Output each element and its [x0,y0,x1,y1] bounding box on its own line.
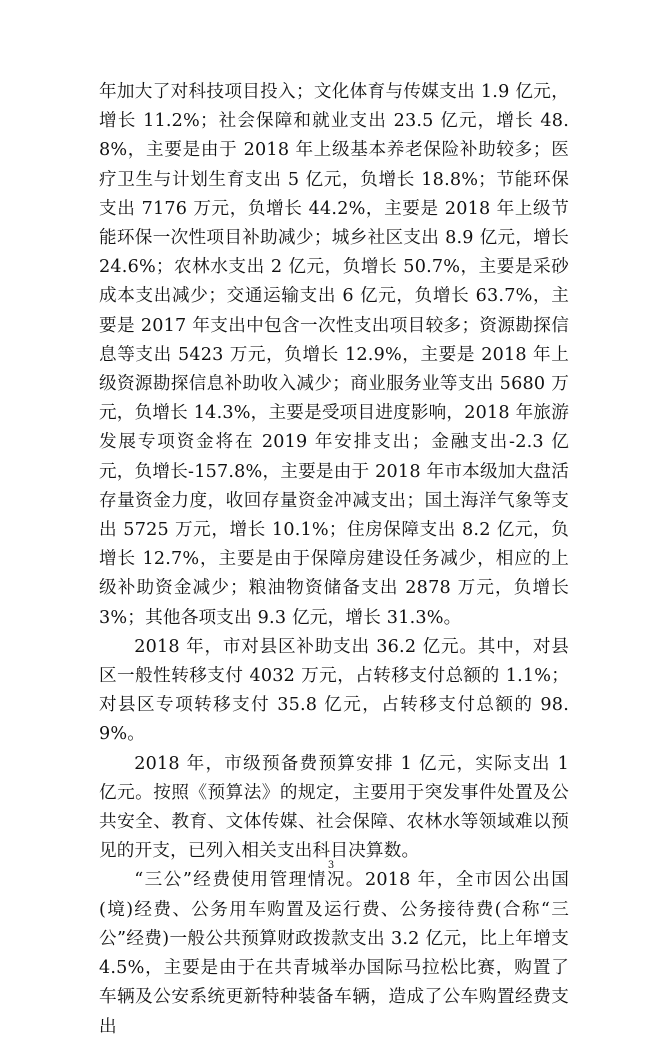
body-text [99,78,569,1042]
paragraph-1: 年加大了对科技项目投入；文化体育与传媒支出 1.9 亿元，增长 11.2%；社会保障和就业支出 23.5 亿元，增长 48.8%，主要是由于 2018 年上级基本养老保险补助较多；医疗卫生与计划生育支出 5 亿元，负增长 18.8%；节能环保支出 7176 万元，负增长 44.2%，主要是 2018 年上级节能环保一次性项目补助减少；城乡社区支出 8.9 亿元，增长 24.6%；农林水支出 2 亿元，负增长 50.7%，主要是采砂成本支出减少；交通运输支出 6 亿元，负增长 63.7%，主要是 2017 年支出中包含一次性支出项目较多；资源勘探信息等支出 5423 万元，负增长 12.9%，主要是 2018 年上级资源勘探信息补助收入减少；商业服务业等支出 5680 万元，负增长 14.3%，主要是受项目进度影响，2018 年旅游发展专项资金将在 2019 年安排支出；金融支出-2.3 亿元，负增长-157.8%，主要是由于 2018 年市本级加大盘活存量资金力度，收回存量资金冲减支出；国土海洋气象等支出 5725 万元，增长 10.1%；住房保障支出 8.2 亿元，负增长 12.7%，主要是由于保障房建设任务减少，相应的上级补助资金减少；粮油物资储备支出 2878 万元，负增长 3%；其他各项支出 9.3 亿元，增长 31.3%。 [99,82,569,628]
paragraph-3: 2018 年，市级预备费预算安排 1 亿元，实际支出 1 亿元。按照《预算法》的规定，主要用于突发事件处置及公共安全、教育、文体传媒、社会保障、农林水等领域难以预见的开支，已列入相关支出科目决算数。 [99,753,569,862]
paragraph-4: “三公”经费使用管理情况。2018 年，全市因公出国(境)经费、公务用车购置及运行费、公务接待费(合称“三公”经费)一般公共预算财政拨款支出 3.2 亿元，比上年增支 4.5%，主要是由于在共青城举办国际马拉松比赛，购置了车辆及公安系统更新特种装备车辆，造成了公车购置经费支出 [99,870,569,1037]
page-number: 3 [327,860,335,871]
paragraph-2: 2018 年，市对县区补助支出 36.2 亿元。其中，对县区一般性转移支付 4032 万元，占转移支付总额的 1.1%；对县区专项转移支付 35.8 亿元，占转移支付总额的 98.9%。 [99,636,569,745]
